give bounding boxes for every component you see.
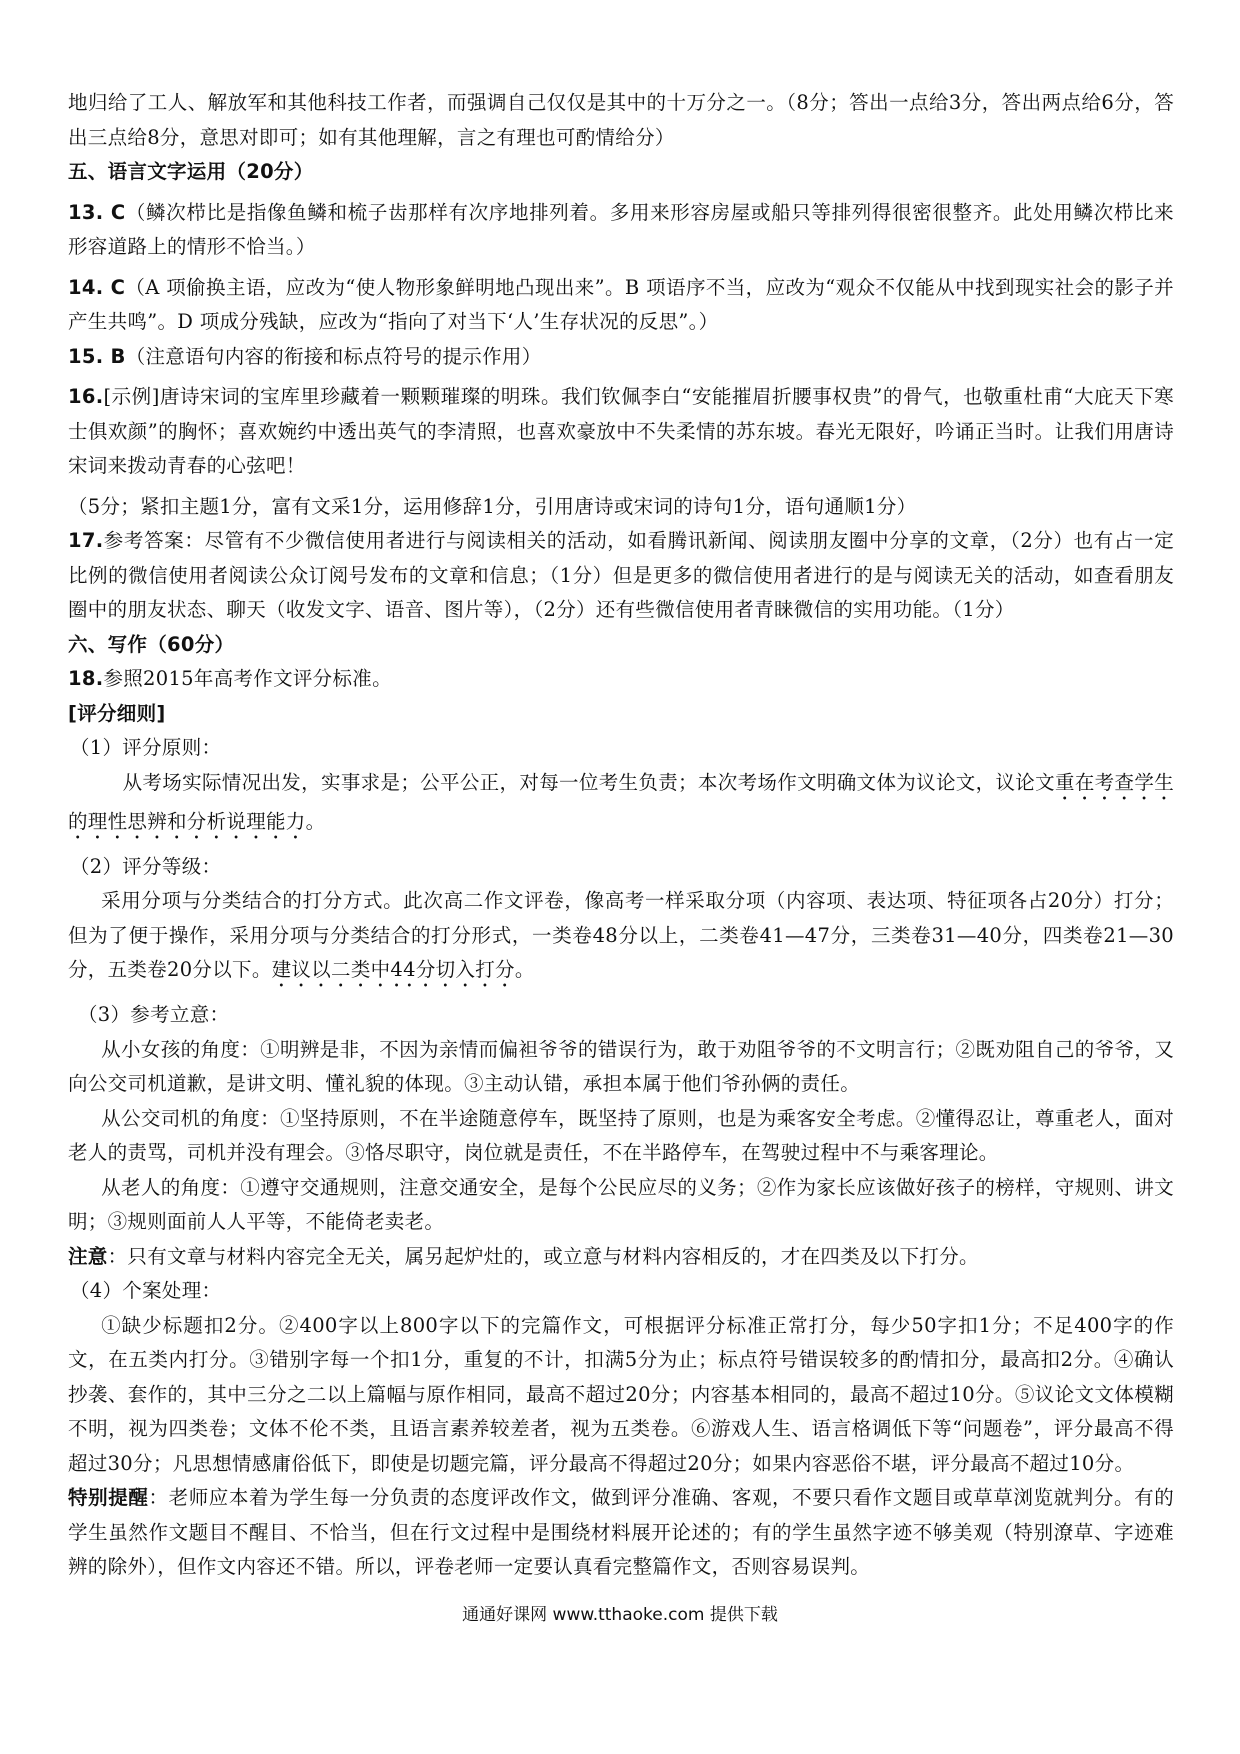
answer-15-text: （注意语句内容的衔接和标点符号的提示作用） [125,344,542,368]
reminder-text: ：老师应本着为学生每一分负责的态度评改作文，做到评分准确、客观，不要只看作文题目或草草浏览就判分。有的学生虽然作文题目不醒目、不恰当，但在行文过程中是围绕材料展开论述的；有的学生虽然字迹不够美观（特别潦草、字迹难辨的除外），但作文内容还不错。所以，评卷老师一定要认真看完整篇作文，否则容易误判。 [68,1486,1174,1578]
rule-3-driver: 从公交司机的角度：①坚持原则，不在半途随意停车，既坚持了原则，也是为乘客安全考虑。②懂得忍让，尊重老人，面对老人的责骂，司机并没有理会。③恪尽职守，岗位就是责任，不在半路停车，在驾驶过程中不与乘客理论。 [68,1106,1174,1164]
answer-14-text: （A 项偷换主语，应改为“使人物形象鲜明地凸现出来”。B 项语序不当，应改为“观众不仅能从中找到现实社会的影子并产生共鸣”。D 项成分残缺，应改为“指向了对当下‘人’生存状况的反思”。） [68,275,1174,333]
paragraph-q12-tail: 地归给了工人、解放军和其他科技工作者，而强调自己仅仅是其中的十万分之一。（8分；答出一点给3分，答出两点给6分，答出三点给8分，意思对即可；如有其他理解，言之有理也可酌情给分） [68,91,1174,149]
reminder-label: 特别提醒 [68,1486,149,1509]
rule-2-text-a: 采用分项与分类结合的打分方式。此次高二作文评卷，像高考一样采取分项（内容项、表达项、特征项各占20分）打分；但为了便于操作，采用分项与分类结合的打分形式，一类卷48分以上，二类卷41—47分，三类卷31—40分，四类卷21—30分，五类卷20分以下。 [68,889,1174,981]
rule-3-elder: 从老人的角度：①遵守交通规则，注意交通安全，是每个公民应尽的义务；②作为家长应该做好孩子的榜样，守规则、讲文明；③规则面前人人平等，不能倚老卖老。 [68,1175,1174,1233]
rule-2-text-emphasis: 建议以二类中44分切入打分。 [271,958,535,981]
answer-17-text: 参考答案：尽管有不少微信使用者进行与阅读相关的活动，如看腾讯新闻、阅读朋友圈中分享的文章，（2分）也有占一定比例的微信使用者阅读公众订阅号发布的文章和信息；（1分）但是更多的微信使用者进行的是与阅读无关的活动，如查看朋友圈中的朋友状态、聊天（收发文字、语音、图片等），（2分）还有些微信使用者青睐微信的实用功能。（1分） [68,529,1174,621]
rule-2-text [68,884,1174,992]
answer-key-page [68,86,1174,1585]
answer-18 [68,662,1174,697]
answer-13-text: （鳞次栉比是指像鱼鳞和梳子齿那样有次序地排列着。多用来形容房屋或船只等排列得很密很整齐。此处用鳞次栉比来形容道路上的情形不恰当。） [68,200,1174,258]
scoring-rules-title: [评分细则] [68,701,166,725]
rule-3-girl: 从小女孩的角度：①明辨是非，不因为亲情而偏袒爷爷的错误行为，敢于劝阻爷爷的不文明言行；②既劝阻自己的爷爷，又向公交司机道歉，是讲文明、懂礼貌的体现。③主动认错，承担本属于他们爷孙俩的责任。 [68,1037,1174,1095]
answer-16-scoring: （5分；紧扣主题1分，富有文采1分，运用修辞1分，引用唐诗或宋词的诗句1分，语句通顺1分） [68,494,917,518]
rule-2-title: （2）评分等级： [70,854,222,878]
reminder-paragraph [68,1481,1174,1585]
rule-1-text-emphasis: 重在考查学生的理性思辨和分析说理能力。 [68,770,1174,833]
rule-3-title: （3）参考立意： [78,1003,230,1026]
answer-18-text: 参照2015年高考作文评分标准。 [103,667,392,690]
rule-1-text [68,766,1174,844]
answer-15 [68,340,1174,375]
answer-16-number: 16. [68,385,104,408]
answer-15-number: 15. B [68,344,126,368]
rule-1-title: （1）评分原则： [70,736,222,759]
answer-17-number: 17. [68,529,104,552]
answer-16-text: [示例]唐诗宋词的宝库里珍藏着一颗颗璀璨的明珠。我们钦佩李白“安能摧眉折腰事权贵”的骨气，也敬重杜甫“大庇天下寒士俱欢颜”的胸怀；喜欢婉约中透出英气的李清照，也喜欢豪放中不失柔情的苏东坡。春光无限好，吟诵正当时。让我们用唐诗宋词来拨动青春的心弦吧！ [68,385,1174,477]
answer-18-number: 18. [68,667,104,690]
answer-14-number: 14. C [68,275,126,299]
rule-1-text-a: 从考场实际情况出发，实事求是；公平公正，对每一位考生负责；本次考场作文明确文体为议论文，议论文 [122,770,1055,794]
page-footer: 通通好课网 www.tthaoke.com 提供下载 [462,1605,778,1625]
section-five-heading: 五、语言文字运用（20分） [68,160,314,183]
answer-14 [68,271,1174,340]
answer-13 [68,196,1174,265]
note-text: ：只有文章与材料内容完全无关，属另起炉灶的，或立意与材料内容相反的，才在四类及以下打分。 [107,1244,979,1268]
answer-17 [68,524,1174,628]
section-six-heading: 六、写作（60分） [68,632,235,656]
rule-4-title: （4）个案处理： [70,1279,222,1302]
note-paragraph [68,1240,1174,1275]
rule-4-text: ①缺少标题扣2分。②400字以上800字以下的完篇作文，可根据评分标准正常打分，每少50字扣1分；不足400字的作文，在五类内打分。③错别字每一个扣1分，重复的不计，扣满5分为止；标点符号错误较多的酌情扣分，最高扣2分。④确认抄袭、套作的，其中三分之二以上篇幅与原作相同，最高不超过20分；内容基本相同的，最高不超过10分。⑤议论文文体模糊不明，视为四类卷；文体不伦不类，且语言素养较差者，视为五类卷。⑥游戏人生、语言格调低下等“问题卷”，评分最高不得超过30分；凡思想情感庸俗低下，即使是切题完篇，评分最高不得超过20分；如果内容恶俗不堪，评分最高不超过10分。 [68,1313,1174,1475]
answer-16 [68,380,1174,484]
note-label: 注意 [68,1244,108,1268]
answer-13-number: 13. C [68,200,126,224]
